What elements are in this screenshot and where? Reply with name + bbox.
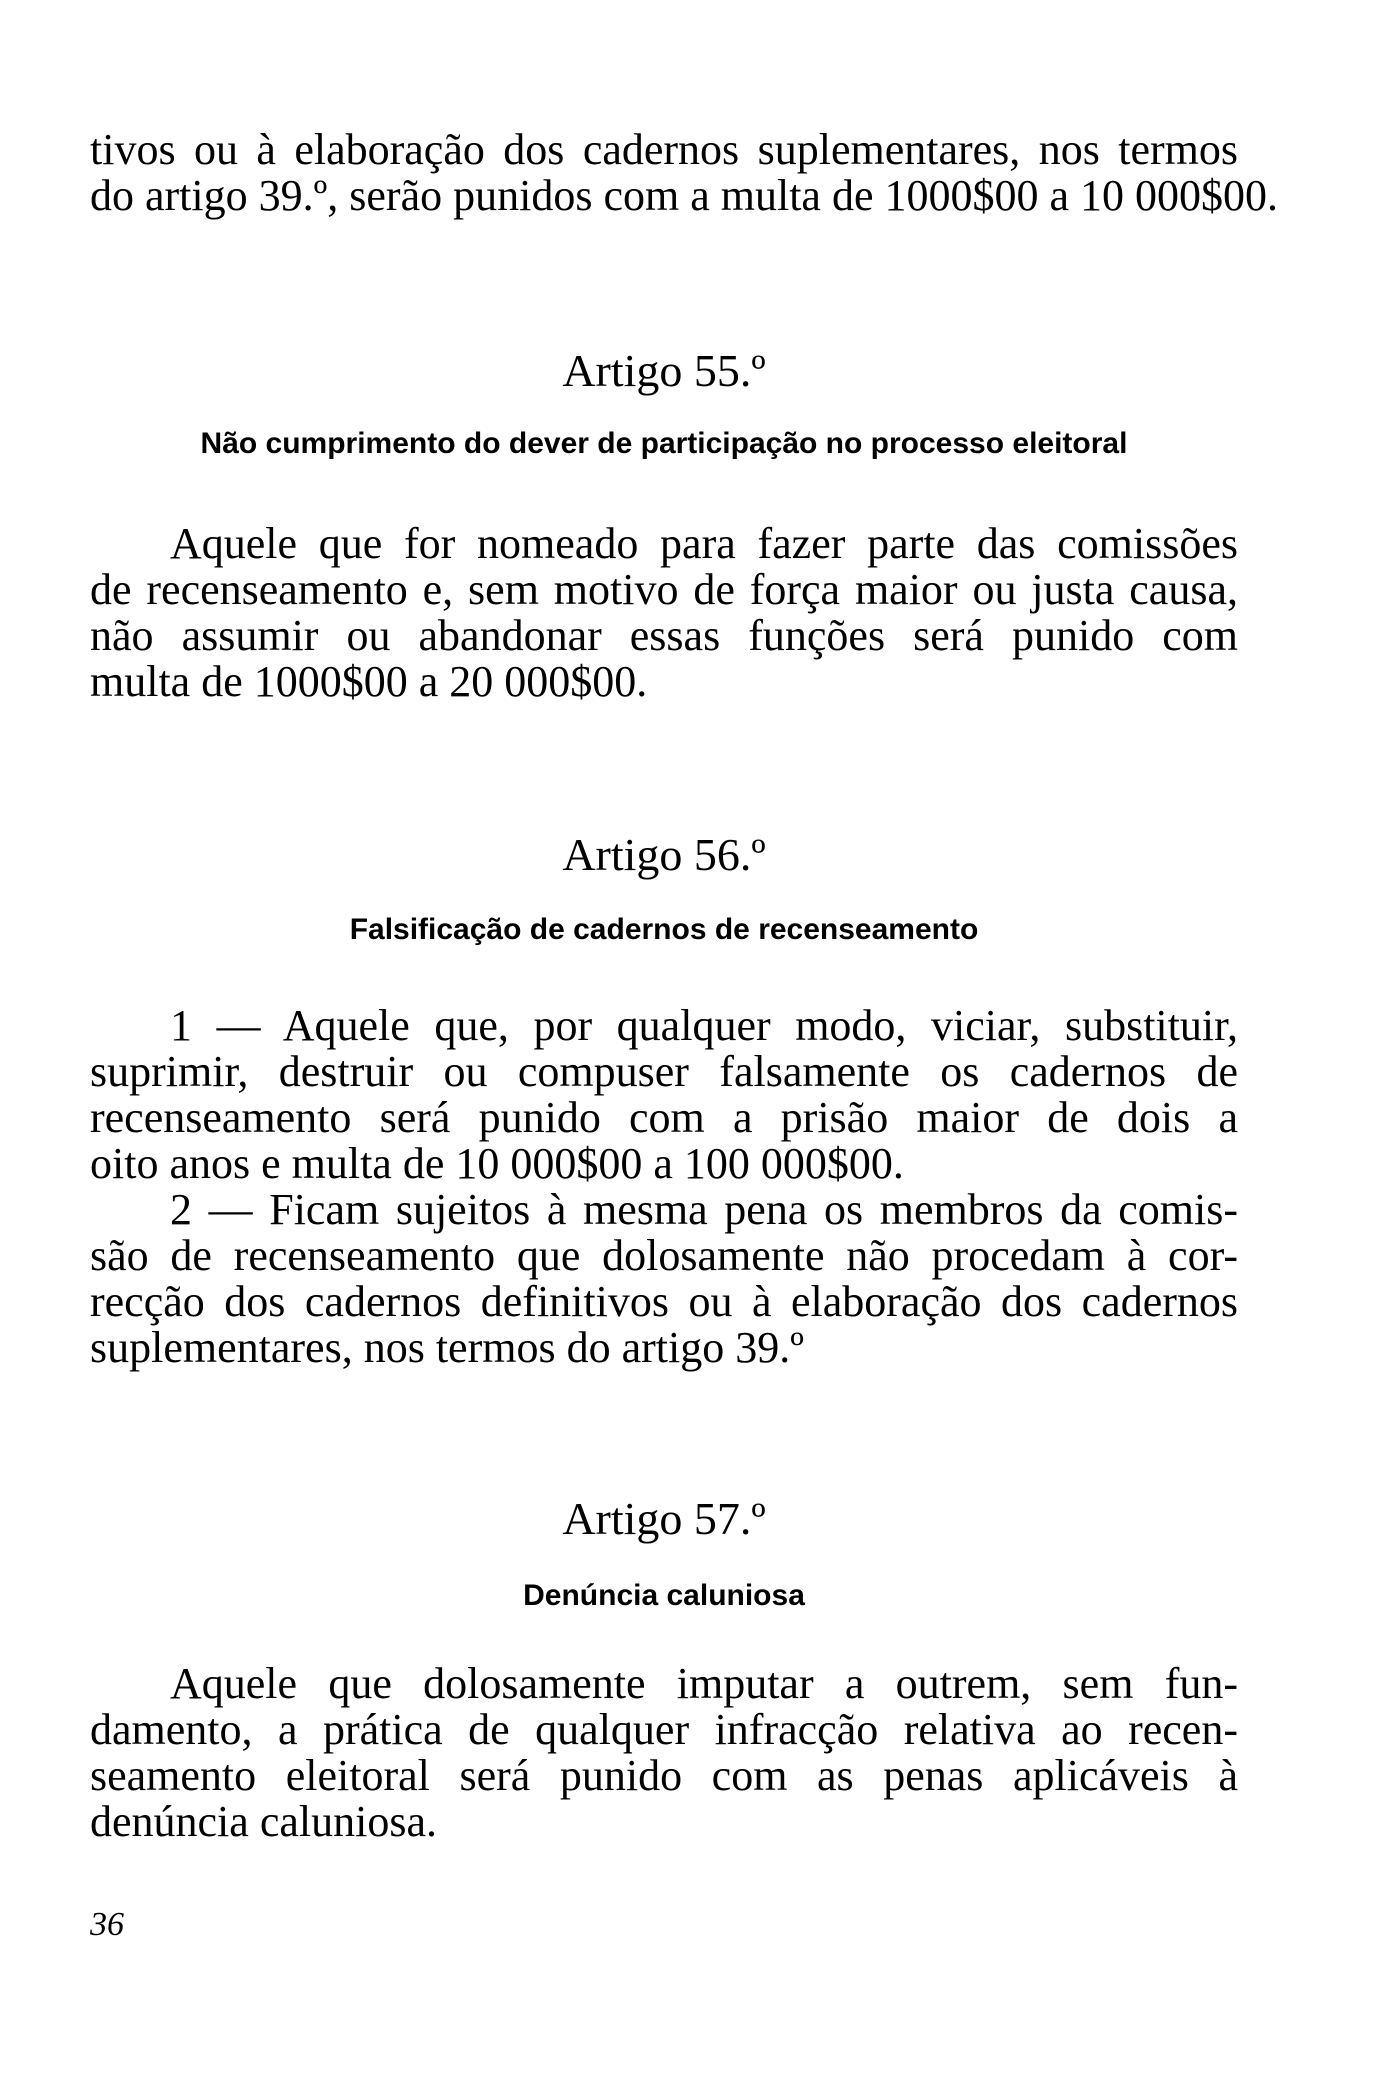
article-55-line: multa de 1000$00 a 20 000$00.: [90, 657, 648, 706]
article-56-line: suplementares, nos termos do artigo 39.º: [90, 1323, 804, 1372]
article-55-line: Aquele que for nomeado para fazer parte das comissões: [170, 519, 1238, 568]
article-55-heading: Não cumprimento do dever de participação no processo eleitoral: [200, 427, 1128, 460]
article-56-line: 2 — Ficam sujeitos à mesma pena os membros da comis-: [170, 1185, 1238, 1234]
article-57-line: Aquele que dolosamente imputar a outrem, sem fun-: [170, 1659, 1238, 1708]
continuation-line: do artigo 39.º, serão punidos com a multa de 1000$00 a 10 000$00.: [90, 171, 1278, 220]
article-57-line: damento, a prática de qualquer infracção relativa ao recen-: [90, 1705, 1238, 1754]
article-55-line: de recenseamento e, sem motivo de força maior ou justa causa,: [90, 565, 1238, 614]
article-56-line: suprimir, destruir ou compuser falsamente os cadernos de: [90, 1047, 1238, 1096]
article-56-line: recção dos cadernos definitivos ou à elaboração dos cadernos: [90, 1277, 1238, 1326]
article-57-heading: Denúncia caluniosa: [523, 1579, 805, 1612]
document-page: [90, 0, 1278, 2096]
continuation-line: tivos ou à elaboração dos cadernos suplementares, nos termos: [90, 125, 1238, 174]
article-57-title: Artigo 57.º: [562, 1493, 766, 1544]
article-56-line: são de recenseamento que dolosamente não procedam à cor-: [90, 1231, 1238, 1280]
article-57-line: seamento eleitoral será punido com as penas aplicáveis à: [90, 1751, 1238, 1800]
article-55-line: não assumir ou abandonar essas funções será punido com: [90, 611, 1238, 660]
article-55-title: Artigo 55.º: [562, 345, 766, 396]
article-56-line: 1 — Aquele que, por qualquer modo, viciar, substituir,: [170, 1001, 1238, 1050]
article-56-heading: Falsificação de cadernos de recenseamento: [349, 913, 979, 946]
page-number: 36: [90, 1906, 124, 1943]
article-56-line: oito anos e multa de 10 000$00 a 100 000$00.: [90, 1139, 904, 1188]
article-56-title: Artigo 56.º: [562, 829, 766, 880]
article-56-line: recenseamento será punido com a prisão maior de dois a: [90, 1093, 1238, 1142]
article-57-line: denúncia caluniosa.: [90, 1797, 437, 1846]
